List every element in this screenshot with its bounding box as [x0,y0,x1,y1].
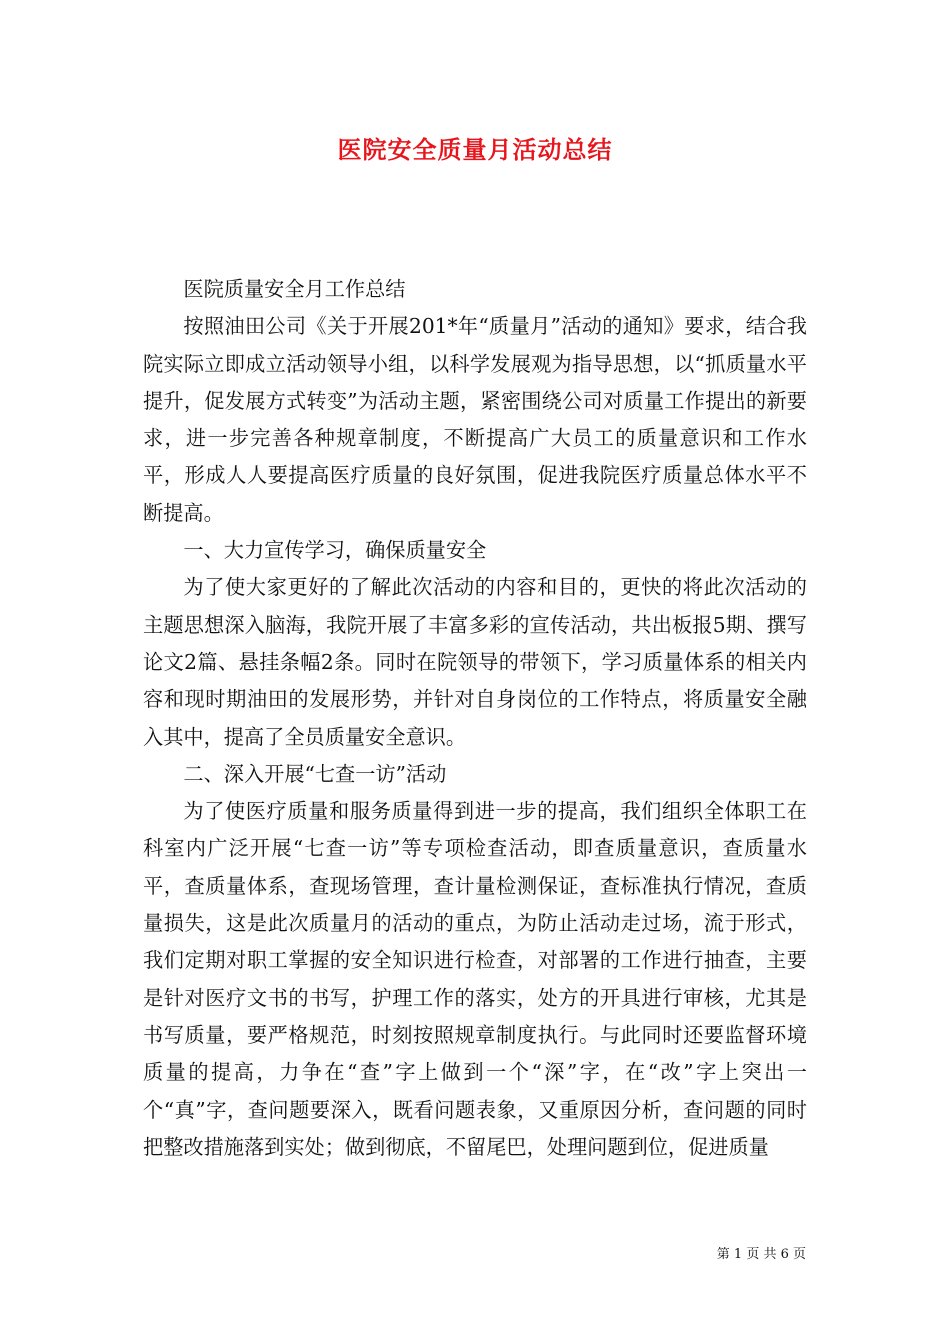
intro-paragraph: 按照油田公司《关于开展201*年“质量月”活动的通知》要求，结合我院实际立即成立活动领导小组，以科学发展观为指导思想，以“抓质量水平提升，促发展方式转变”为活动主题，紧密围绕公司对质量工作提出的新要求，进一步完善各种规章制度，不断提高广大员工的质量意识和工作水平，形成人人要提高医疗质量的良好氛围，促进我院医疗质量总体水平不断提高。 [143,314,807,525]
section-2-paragraph: 为了使医疗质量和服务质量得到进一步的提高，我们组织全体职工在科室内广泛开展“七查一访”等专项检查活动，即查质量意识，查质量水平，查质量体系，查现场管理，查计量检测保证，查标准执行情况，查质量损失，这是此次质量月的活动的重点，为防止活动走过场，流于形式，我们定期对职工掌握的安全知识进行检查，对部署的工作进行抽查，主要是针对医疗文书的书写，护理工作的落实，处方的开具进行审核，尤其是书写质量，要严格规范，时刻按照规章制度执行。与此同时还要监督环境质量的提高，力争在“查”字上做到一个“深”字，在“改”字上突出一个“真”字，查问题要深入，既看问题表象，又重原因分析，查问题的同时把整改措施落到实处；做到彻底，不留尾巴，处理问题到位，促进质量 [143,799,807,1159]
document-title: 医院安全质量月活动总结 [337,135,613,164]
subtitle-paragraph: 医院质量安全月工作总结 [183,277,406,301]
section-heading-2: 二、深入开展“七查一访”活动 [183,761,447,786]
page-number-footer: 第 1 页 共 6 页 [716,1247,806,1262]
section-heading-1: 一、大力宣传学习，确保质量安全 [183,538,487,563]
section-1-paragraph: 为了使大家更好的了解此次活动的内容和目的，更快的将此次活动的主题思想深入脑海，我院开展了丰富多彩的宣传活动，共出板报5期、撰写论文2篇、悬挂条幅2条。同时在院领导的带领下，学习质量体系的相关内容和现时期油田的发展形势，并针对自身岗位的工作特点，将质量安全融入其中，提高了全员质量安全意识。 [143,575,807,749]
document-body [143,271,807,1166]
